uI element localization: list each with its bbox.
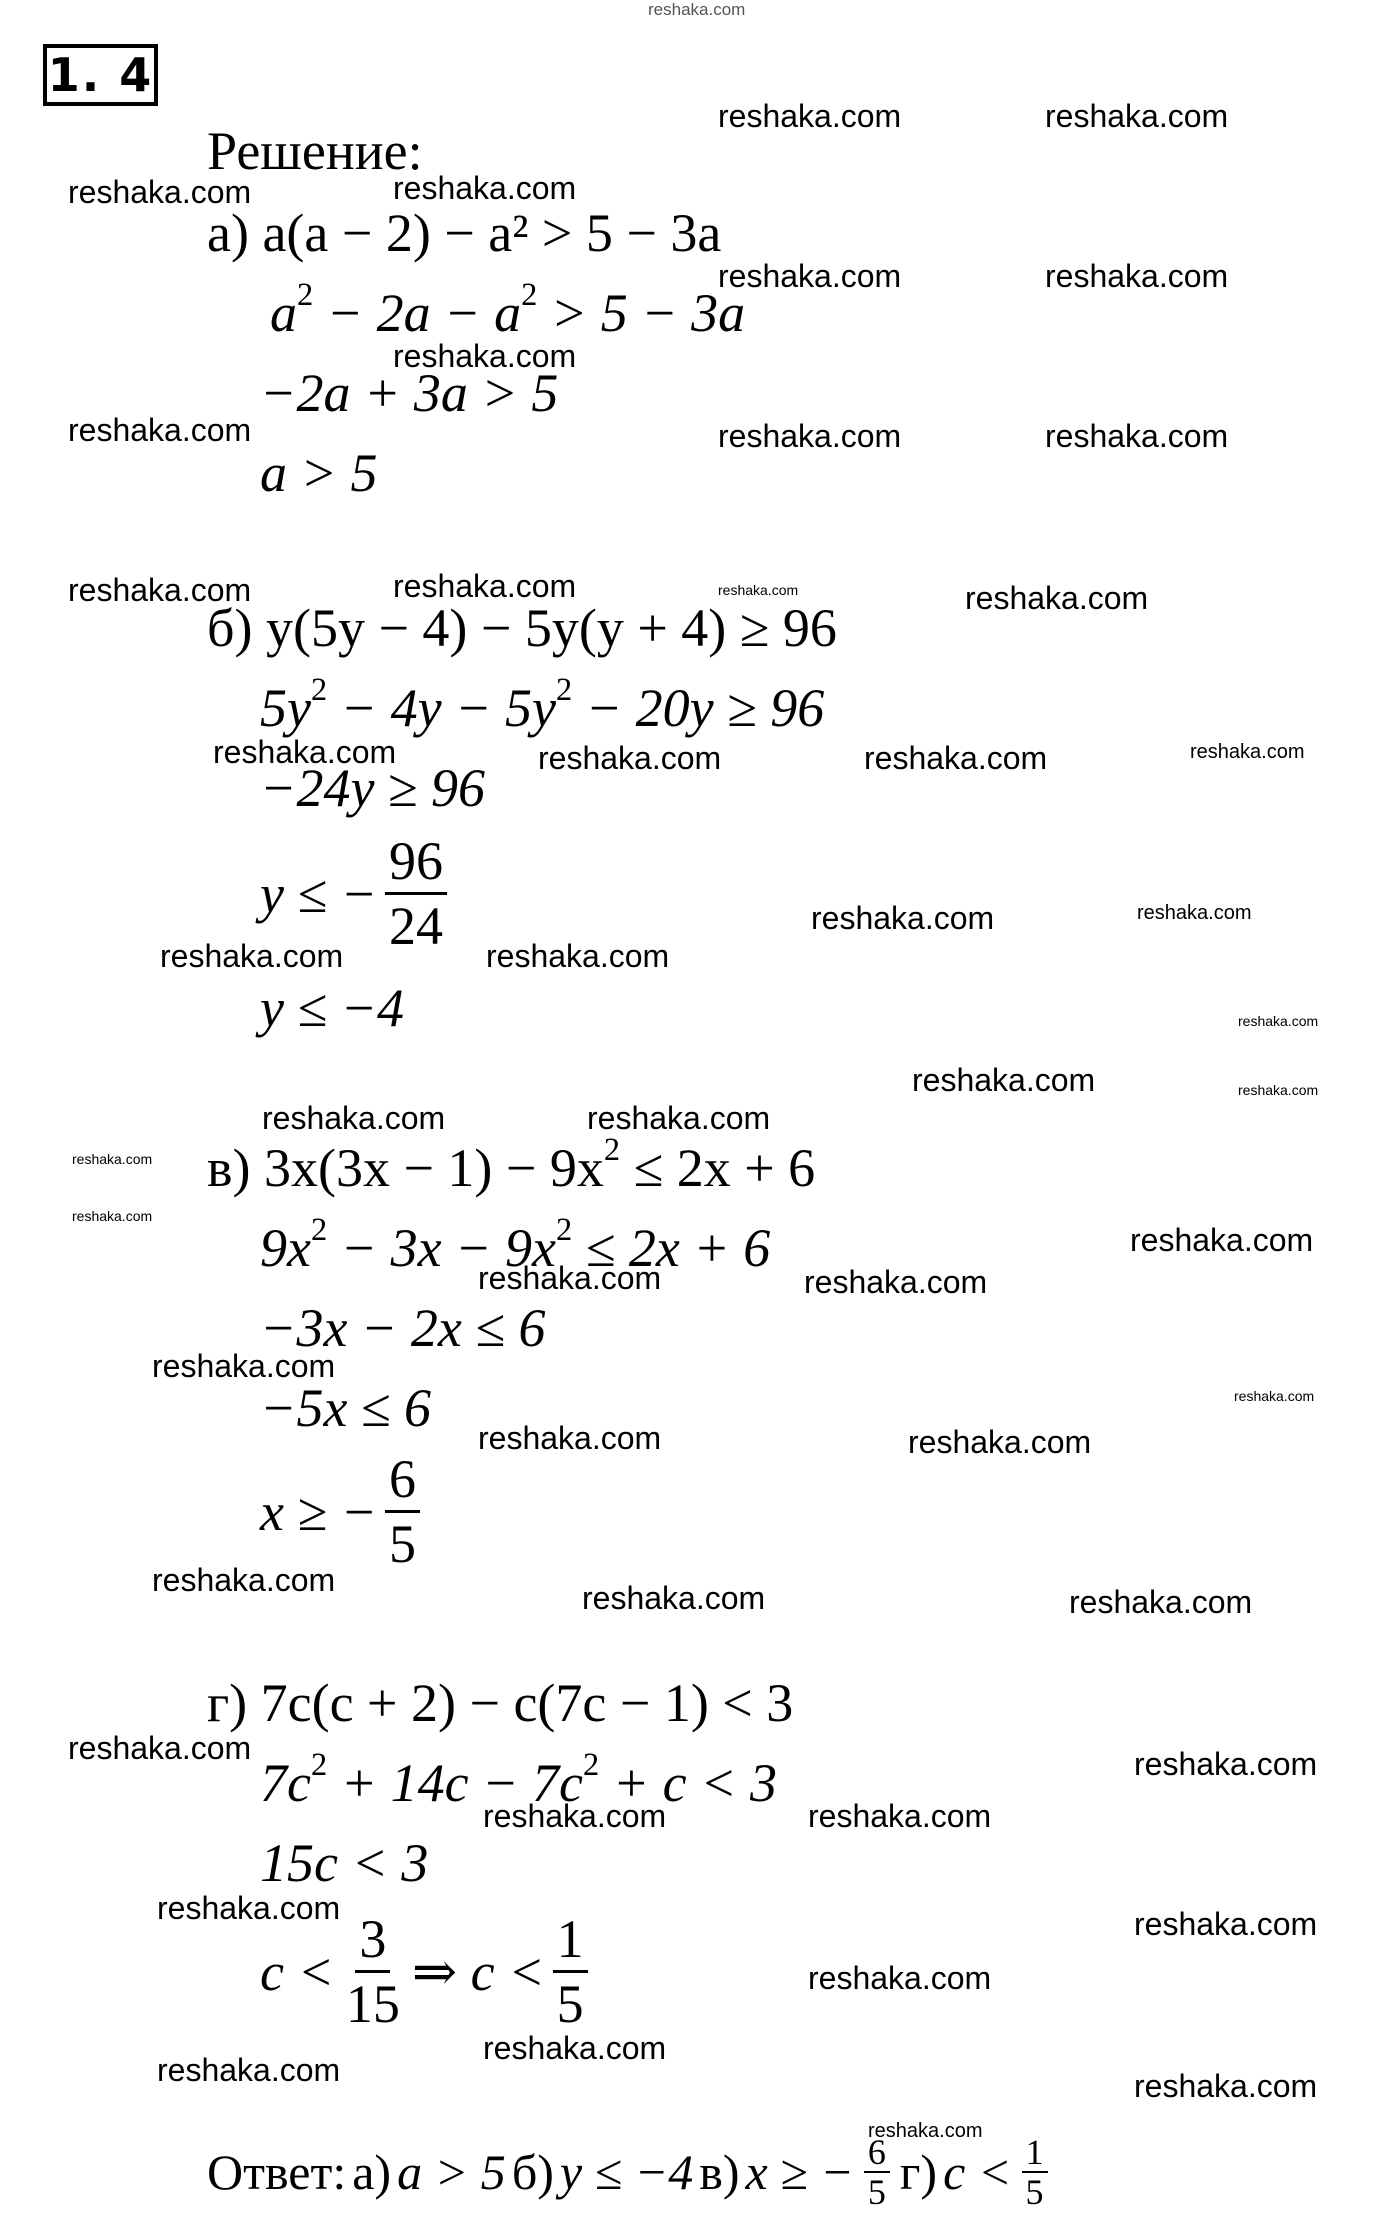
problem-number: 1. 4 — [43, 44, 158, 106]
watermark: reshaka.com — [587, 1100, 771, 1136]
part-v-line-5: x ≥ − $\frac{6}{5}$ — [260, 1448, 428, 1575]
part-v-line-4: −5x ≤ 6 — [260, 1378, 432, 1438]
fraction: $\frac{6}{5}$ — [385, 1448, 420, 1575]
part-a-line-1: а) a(a − 2) − a² > 5 − 3a — [207, 203, 722, 263]
watermark: reshaka.com — [157, 1890, 341, 1926]
watermark: reshaka.com — [1045, 98, 1229, 134]
watermark: reshaka.com — [160, 938, 344, 974]
watermark: reshaka.com — [648, 0, 746, 19]
part-v-line-3: −3x − 2x ≤ 6 — [260, 1298, 546, 1358]
watermark: reshaka.com — [1134, 1746, 1318, 1782]
part-g-line-3: 15c < 3 — [260, 1833, 429, 1893]
part-a-line-3: −2a + 3a > 5 — [260, 363, 559, 423]
part-b-line-4: y ≤ − $\frac{96}{24}$ — [260, 830, 455, 957]
watermark: reshaka.com — [1238, 1082, 1319, 1098]
watermark: reshaka.com — [213, 734, 397, 770]
watermark: reshaka.com — [1134, 1906, 1318, 1942]
part-b-line-2: $5y^2 - 4y - 5y^2 - 20y \ge 96$ — [260, 672, 825, 738]
part-g-line-1: г) 7c(c + 2) − c(7c − 1) < 3 — [207, 1673, 794, 1733]
watermark: reshaka.com — [718, 418, 902, 454]
part-v-line-1: в) $3x(3x - 1) - 9x^2 \le 2x + 6$ — [207, 1132, 816, 1198]
watermark: reshaka.com — [72, 1151, 153, 1167]
watermark: reshaka.com — [1130, 1222, 1314, 1258]
watermark: reshaka.com — [152, 1562, 336, 1598]
watermark: reshaka.com — [1069, 1584, 1253, 1620]
watermark: reshaka.com — [483, 2030, 667, 2066]
watermark: reshaka.com — [157, 2052, 341, 2088]
watermark: reshaka.com — [908, 1424, 1092, 1460]
watermark: reshaka.com — [1134, 2068, 1318, 2104]
watermark: reshaka.com — [486, 938, 670, 974]
watermark: reshaka.com — [864, 740, 1048, 776]
watermark: reshaka.com — [808, 1798, 992, 1834]
watermark: reshaka.com — [718, 258, 902, 294]
part-v-line-2: $9x^2 - 3x - 9x^2 \le 2x + 6$ — [260, 1212, 771, 1278]
solution-heading: Решение: — [207, 121, 423, 181]
watermark: reshaka.com — [483, 1798, 667, 1834]
watermark: reshaka.com — [1238, 1013, 1319, 1029]
watermark: reshaka.com — [1045, 418, 1229, 454]
watermark: reshaka.com — [393, 170, 577, 206]
watermark: reshaka.com — [478, 1420, 662, 1456]
watermark: reshaka.com — [965, 580, 1149, 616]
watermark: reshaka.com — [68, 572, 252, 608]
part-b-line-1: б) y(5y − 4) − 5y(y + 4) ≥ 96 — [207, 598, 837, 658]
watermark: reshaka.com — [68, 412, 252, 448]
watermark: reshaka.com — [393, 568, 577, 604]
watermark: reshaka.com — [152, 1348, 336, 1384]
part-b-line-5: y ≤ −4 — [260, 978, 405, 1038]
part-b-line-3: −24y ≥ 96 — [260, 758, 486, 818]
part-a-line-2: $a^2 - 2a - a^2 > 5 - 3a$ — [270, 277, 746, 343]
watermark: reshaka.com — [68, 174, 252, 210]
fraction: $\frac{1}{5}$ — [553, 1908, 588, 2035]
watermark: reshaka.com — [718, 98, 902, 134]
fraction: $\frac{3}{15}$ — [345, 1909, 400, 2034]
watermark: reshaka.com — [804, 1264, 988, 1300]
watermark: reshaka.com — [538, 740, 722, 776]
watermark: reshaka.com — [718, 582, 799, 598]
watermark: reshaka.com — [912, 1062, 1096, 1098]
watermark: reshaka.com — [1045, 258, 1229, 294]
fraction: $\frac{6}{5}$ — [864, 2133, 896, 2211]
watermark: reshaka.com — [868, 2120, 983, 2142]
watermark: reshaka.com — [1234, 1388, 1315, 1404]
watermark: reshaka.com — [72, 1208, 153, 1224]
watermark: reshaka.com — [262, 1100, 446, 1136]
watermark: reshaka.com — [1137, 902, 1252, 924]
watermark: reshaka.com — [582, 1580, 766, 1616]
watermark: reshaka.com — [393, 338, 577, 374]
watermark: reshaka.com — [478, 1260, 662, 1296]
watermark: reshaka.com — [1190, 741, 1305, 763]
fraction: $\frac{1}{5}$ — [1022, 2133, 1054, 2211]
answer-line: Ответ: а) a > 5 б) y ≤ −4 в) x ≥ − $\frac{6}{5}$ г) c < $\frac{1}{5}$ — [207, 2133, 1058, 2211]
answer-label: Ответ: — [207, 2144, 347, 2200]
fraction: $\frac{96}{24}$ — [385, 830, 447, 957]
watermark: reshaka.com — [68, 1730, 252, 1766]
part-a-line-4: a > 5 — [260, 443, 378, 503]
watermark: reshaka.com — [808, 1960, 992, 1996]
part-g-line-2: $7c^2 + 14c - 7c^2 + c < 3$ — [260, 1747, 778, 1813]
part-g-line-4: c < $\frac{3}{15}$ ⇒ c < $\frac{1}{5}$ — [260, 1908, 596, 2035]
watermark: reshaka.com — [811, 900, 995, 936]
